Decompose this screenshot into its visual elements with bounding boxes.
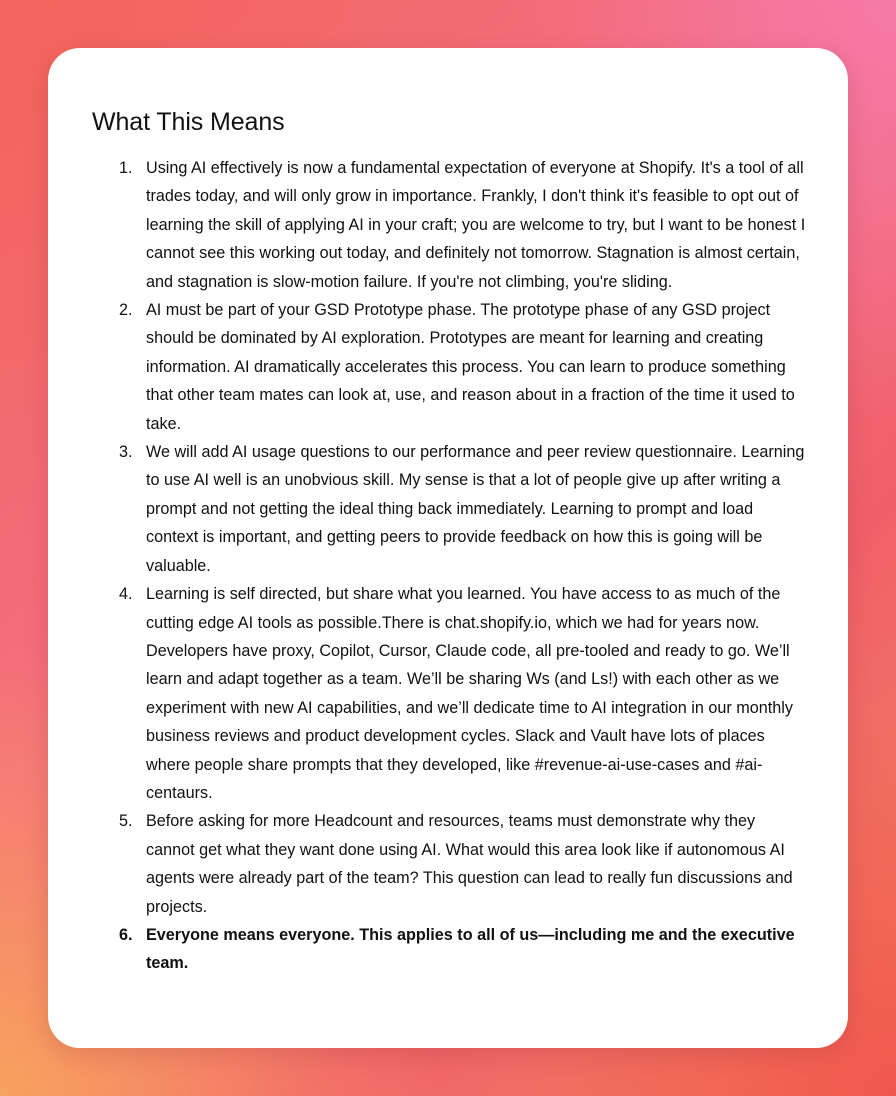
list-item-text: Before asking for more Headcount and resources, teams must demonstrate why they cannot get what they want done using AI. What would this area look like if autonomous AI agents were already part of the team? This question can lead to really fun discussions and projects.: [146, 812, 793, 916]
list-item: [92, 580, 808, 807]
list-item: [92, 296, 808, 438]
list-item-text: AI must be part of your GSD Prototype phase. The prototype phase of any GSD project should be dominated by AI exploration. Prototypes are meant for learning and creating information. AI dramatically accelerates this process. You can learn to produce something that other team mates can look at, use, and reason about in a fraction of the time it used to take.: [146, 301, 795, 433]
section-heading: What This Means: [92, 108, 285, 136]
list-item-number: 3.: [119, 443, 133, 462]
numbered-list: [92, 154, 808, 978]
list-item-number: 1.: [119, 159, 133, 177]
list-item-text: Using AI effectively is now a fundamental expectation of everyone at Shopify. It's a tool of all trades today, and will only grow in importance. Frankly, I don't think it's feasible to opt out of learning the skill of applying AI in your craft; you are welcome to try, but I want to be honest I cannot see this working out today, and definitely not tomorrow. Stagnation is almost certain, and stagnation is slow-motion failure. If you're not climbing, you're sliding.: [146, 159, 806, 291]
list-item-text: We will add AI usage questions to our performance and peer review questionnaire. Learning to use AI well is an unobvious skill. My sense is that a lot of people give up after writing a prompt and not getting the ideal thing back immediately. Learning to prompt and load context is important, and getting peers to provide feedback on how this is going will be valuable.: [146, 443, 805, 575]
document-card: [48, 48, 848, 1048]
list-item: [92, 807, 808, 921]
list-item: [92, 438, 808, 580]
list-item-number: 5.: [119, 812, 133, 831]
list-item-text: Everyone means everyone. This applies to all of us—including me and the executive team.: [146, 925, 795, 973]
list-item-number: 2.: [119, 301, 133, 320]
list-item: [92, 921, 808, 978]
list-item-number: 6.: [119, 925, 133, 944]
list-item-number: 4.: [119, 585, 133, 604]
list-item-text: Learning is self directed, but share what you learned. You have access to as much of the cutting edge AI tools as possible.There is chat.shopify.io, which we had for years now. Developers have proxy, Copilot, Cursor, Claude code, all pre-tooled and ready to go. We’ll learn and adapt together as a team. We’ll be sharing Ws (and Ls!) with each other as we experiment with new AI capabilities, and we’ll dedicate time to AI integration in our monthly business reviews and product development cycles. Slack and Vault have lots of places where people share prompts that they developed, like #revenue-ai-use-cases and #ai-centaurs.: [146, 585, 793, 802]
list-item: [92, 154, 808, 296]
